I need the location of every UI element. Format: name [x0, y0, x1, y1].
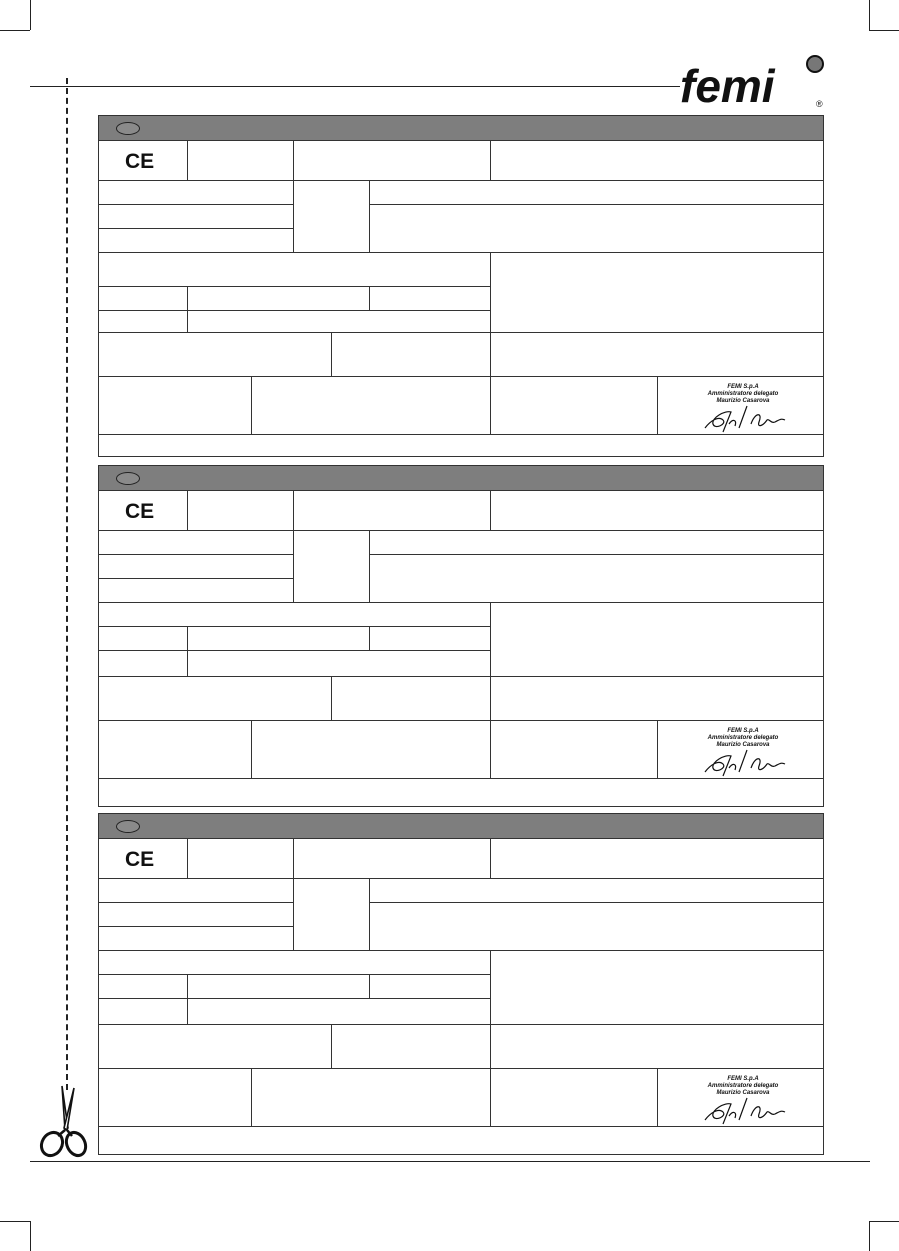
signature-stamp [695, 728, 791, 780]
signature-name: Maurizio Casarova [716, 398, 770, 404]
signature-name: Maurizio Casarova [716, 1090, 770, 1096]
form-header-bar [99, 814, 823, 839]
crop-mark [869, 1221, 870, 1251]
handwritten-signature [701, 402, 789, 434]
crop-mark [869, 0, 870, 30]
logo-text: femi [680, 60, 775, 110]
signature-stamp [695, 384, 791, 436]
femi-logo [676, 52, 828, 110]
signature-role: Amministratore delegato [707, 735, 779, 741]
ce-mark: CE [125, 500, 155, 523]
cut-line [66, 78, 68, 1090]
signature-role: Amministratore delegato [707, 391, 779, 397]
signature-company: FEMI S.p.A [727, 384, 759, 390]
declaration-form [98, 813, 824, 1155]
declaration-form [98, 115, 824, 457]
signature-role: Amministratore delegato [707, 1083, 779, 1089]
signature-stamp [695, 1076, 791, 1128]
crop-mark [30, 0, 31, 30]
language-flag-icon [116, 122, 140, 135]
crop-mark [0, 1221, 30, 1222]
language-flag-icon [116, 820, 140, 833]
language-flag-icon [116, 472, 140, 485]
ce-mark: CE [125, 848, 155, 871]
signature-name: Maurizio Casarova [716, 742, 770, 748]
signature-company: FEMI S.p.A [727, 728, 759, 734]
handwritten-signature [701, 746, 789, 778]
crop-mark [30, 1221, 31, 1251]
form-header-bar [99, 466, 823, 491]
form-header-bar [99, 116, 823, 141]
footer-rule [30, 1161, 870, 1162]
crop-mark [869, 1221, 899, 1222]
header-rule [30, 86, 680, 87]
ce-mark: CE [125, 150, 155, 173]
declaration-form [98, 465, 824, 807]
registered-mark: ® [816, 99, 823, 109]
handwritten-signature [701, 1094, 789, 1126]
crop-mark [869, 30, 899, 31]
scissors-icon [38, 1084, 90, 1160]
signature-company: FEMI S.p.A [727, 1076, 759, 1082]
crop-mark [0, 30, 30, 31]
